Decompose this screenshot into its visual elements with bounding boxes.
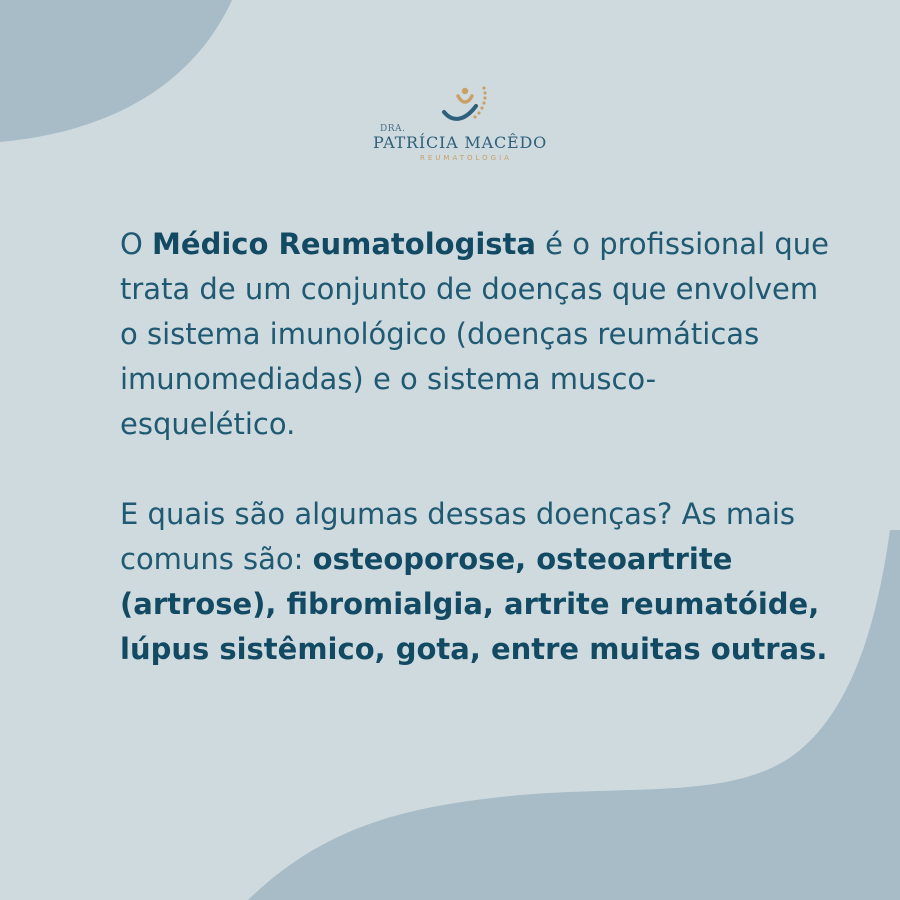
spine-figure-logo-icon [438,82,490,132]
paragraph-definition [120,222,830,447]
logo-prefix: DRA. [380,124,406,134]
top-left-blob [0,0,232,142]
paragraph-diseases-intro: E quais são algumas dessas doenças? As mais comuns são: [120,497,796,576]
main-text [120,222,830,672]
paragraph-definition-body: é o profissional que trata de um conjunto de doenças que envolvem o sistema imunológico (doenças reumáticas imunomediadas) e o sistema musco-esquelético. [120,227,829,441]
paragraph-diseases [120,492,830,672]
logo-name: PATRÍCIA MACÊDO [373,133,548,152]
logo-subtitle: REUMATOLOGIA [420,154,512,162]
paragraph-definition-prefix: O [120,227,153,261]
specialty-name: Médico Reumatologista [152,227,536,261]
brand-logo [360,82,560,172]
disease-list: osteoporose, osteoartrite (artrose), fibromialgia, artrite reumatóide, lúpus sistêmico, gota, entre muitas outras. [120,542,828,666]
